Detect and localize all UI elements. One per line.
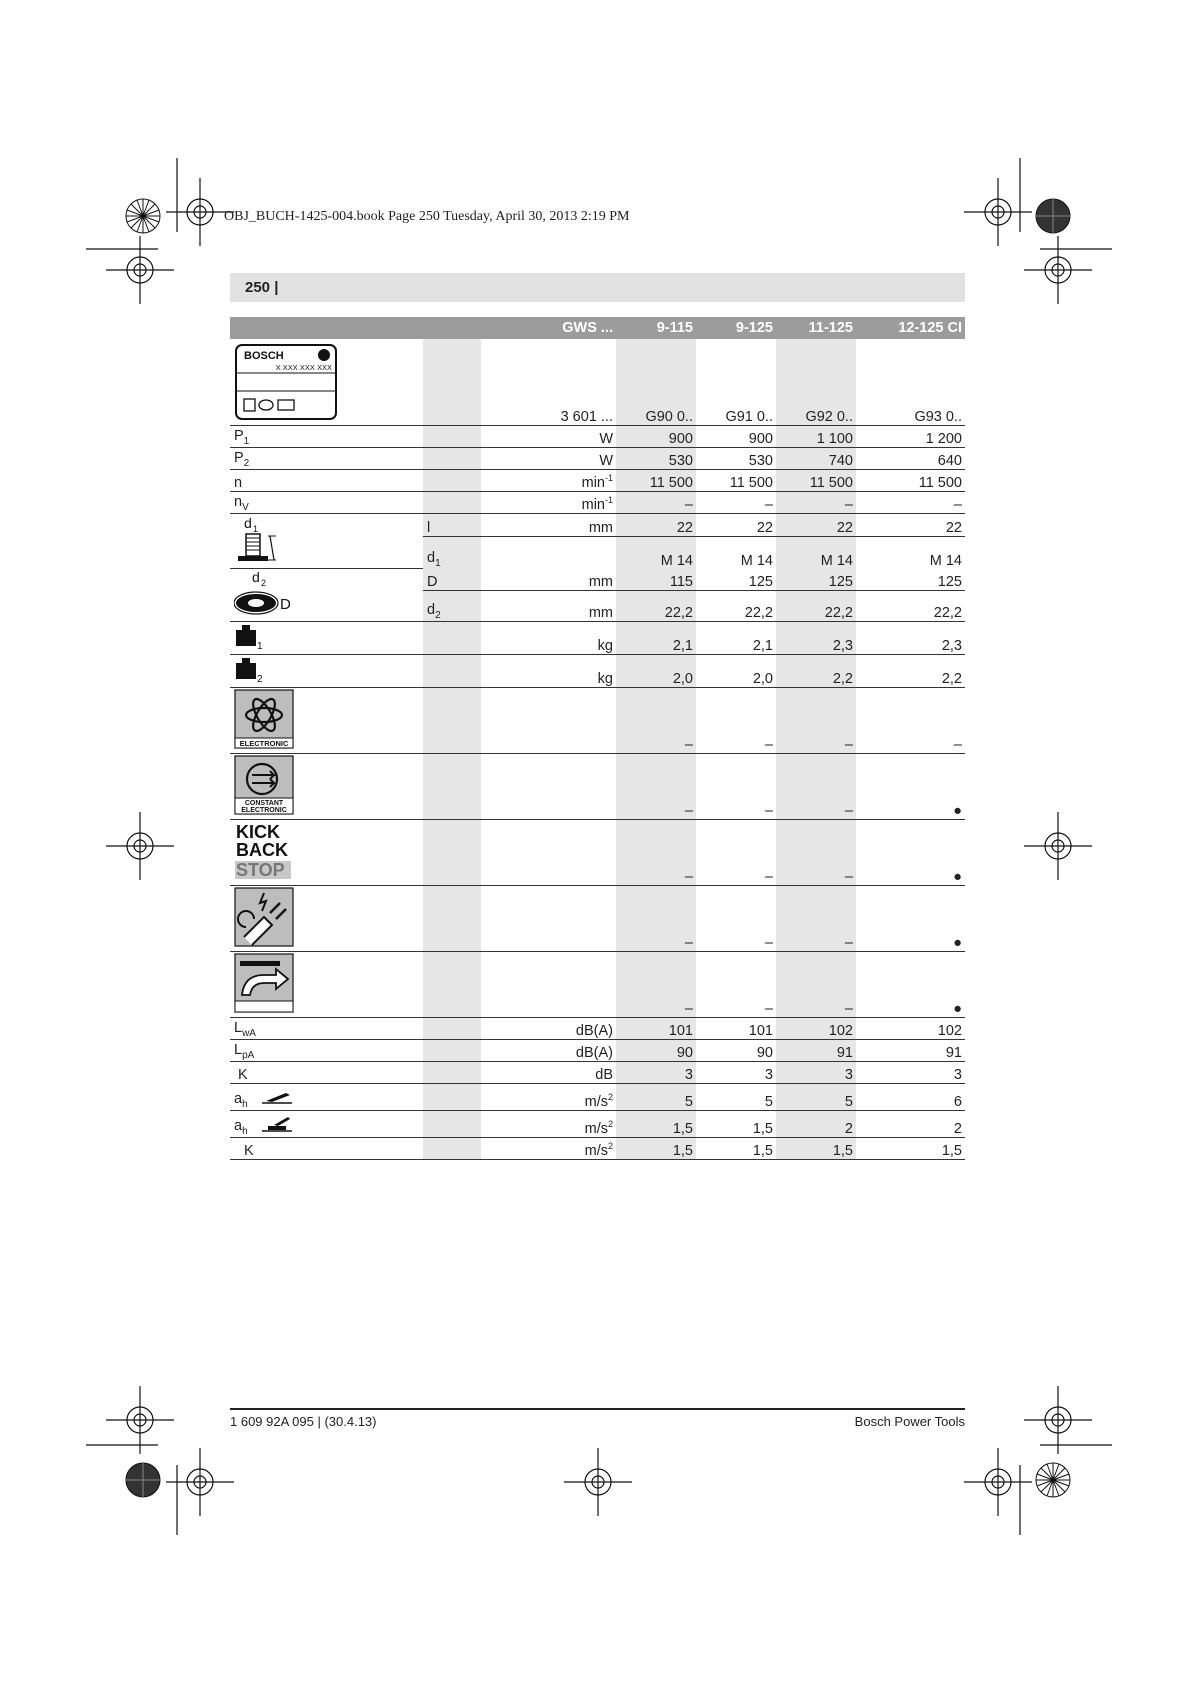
value-cell: 5 <box>696 1084 776 1111</box>
value-cell: 91 <box>856 1040 965 1062</box>
value-cell: 530 <box>616 448 696 470</box>
param-unit: $m/s^2$ <box>481 1084 616 1111</box>
disc-diameter-row <box>230 569 965 591</box>
value-cell: M 14 <box>740 552 773 569</box>
electronic-icon <box>234 689 294 749</box>
output-power-row <box>230 448 965 470</box>
weight-icon <box>234 622 274 650</box>
svg-text:STOP: STOP <box>236 859 285 880</box>
value-cell: 1,5 <box>616 1111 696 1138</box>
value-cell: – <box>616 952 696 1018</box>
value-cell: 125 <box>696 569 776 591</box>
sound-power-row <box>230 1018 965 1040</box>
article-prefix: 3 601 ... <box>481 339 616 426</box>
value-cell: 22 <box>616 514 696 537</box>
value-cell: ● <box>856 952 965 1018</box>
svg-text:d: d <box>252 569 260 585</box>
value-cell: – <box>616 820 696 886</box>
publisher: Bosch Power Tools <box>854 1414 965 1429</box>
surface-grinding-icon <box>260 1089 294 1105</box>
article-value: G91 0.. <box>696 339 776 426</box>
value-cell: 11 500 <box>616 470 696 492</box>
value-cell: – <box>616 688 696 754</box>
weight-2-row <box>230 655 965 688</box>
value-cell: M 14 <box>929 552 962 569</box>
value-cell: 11 500 <box>696 470 776 492</box>
value-cell: – <box>696 492 776 514</box>
svg-text:2: 2 <box>261 578 267 588</box>
param-symbol: l <box>423 514 481 537</box>
header-9-125: 9-125 <box>696 317 776 339</box>
param-unit: $m/s^2$ <box>481 1111 616 1138</box>
value-cell: – <box>696 952 776 1018</box>
article-value: G92 0.. <box>776 339 856 426</box>
value-cell: – <box>776 952 856 1018</box>
article-value: G90 0.. <box>616 339 696 426</box>
article-value: G93 0.. <box>856 339 965 426</box>
value-cell: 3 <box>856 1062 965 1084</box>
value-cell: 11 500 <box>776 470 856 492</box>
header-9-115: 9-115 <box>616 317 696 339</box>
param-symbol: $d_1$ <box>423 537 481 569</box>
svg-text:D: D <box>280 596 291 613</box>
document-number: 1 609 92A 095 | (30.4.13) <box>230 1414 377 1429</box>
value-cell: ● <box>856 886 965 952</box>
param-symbol: $P_1$ <box>230 426 423 448</box>
value-cell: 90 <box>696 1040 776 1062</box>
feature-constant-electronic-row <box>230 754 965 820</box>
value-cell: 22,2 <box>696 590 776 621</box>
restart-protection-icon <box>234 887 294 947</box>
param-unit: $\min^{-1}$ <box>481 492 616 514</box>
param-symbol: K <box>230 1062 423 1084</box>
page-number: 250 | <box>245 279 279 296</box>
speed-range-row <box>230 492 965 514</box>
value-cell: – <box>776 492 856 514</box>
value-cell: 3 <box>776 1062 856 1084</box>
value-cell: 102 <box>856 1018 965 1040</box>
param-unit: mm <box>481 569 616 591</box>
param-symbol: $a_h$ <box>230 1111 423 1138</box>
value-cell: – <box>696 688 776 754</box>
value-cell: 5 <box>776 1084 856 1111</box>
value-cell: – <box>856 492 965 514</box>
param-symbol: $n_V$ <box>230 492 423 514</box>
value-cell: 22 <box>776 514 856 537</box>
param-symbol: $a_h$ <box>230 1084 423 1111</box>
value-cell: 102 <box>776 1018 856 1040</box>
value-cell: 101 <box>616 1018 696 1040</box>
param-unit: mm <box>481 590 616 621</box>
header-12-125-ci: 12-125 CI <box>856 317 965 339</box>
value-cell: 2 <box>776 1111 856 1138</box>
svg-text:1: 1 <box>253 524 259 534</box>
grinding-disc-icon <box>234 569 306 617</box>
value-cell: M 14 <box>776 537 856 569</box>
header-11-125: 11-125 <box>776 317 856 339</box>
svg-text:1: 1 <box>257 641 263 650</box>
sanding-disc-icon <box>260 1115 294 1133</box>
value-cell: – <box>696 820 776 886</box>
value-cell: 1 100 <box>776 426 856 448</box>
param-unit: $\min^{-1}$ <box>481 470 616 492</box>
value-cell: 2,1 <box>696 622 776 655</box>
value-cell: 1,5 <box>616 1138 696 1160</box>
value-cell: – <box>776 886 856 952</box>
value-cell: 900 <box>616 426 696 448</box>
svg-text:CONSTANT: CONSTANT <box>244 799 284 807</box>
value-cell: 2,0 <box>696 655 776 688</box>
nameplate-brand: BOSCH <box>244 350 284 362</box>
value-cell: – <box>776 688 856 754</box>
param-unit: W <box>481 448 616 470</box>
vibration-uncertainty-row <box>230 1138 965 1160</box>
value-cell: – <box>616 492 696 514</box>
kickback-stop-icon <box>234 821 294 881</box>
value-cell: 22,2 <box>776 590 856 621</box>
spindle-length-row <box>230 514 965 537</box>
param-symbol: D <box>423 569 481 591</box>
param-symbol: K <box>230 1138 423 1160</box>
value-cell: 115 <box>616 569 696 591</box>
constant-electronic-icon <box>234 755 294 815</box>
value-cell: ● <box>856 754 965 820</box>
param-symbol: $P_2$ <box>230 448 423 470</box>
table-header-row <box>230 317 965 339</box>
rated-input-row <box>230 426 965 448</box>
value-cell: 22 <box>856 514 965 537</box>
value-cell: 740 <box>776 448 856 470</box>
value-cell: – <box>696 754 776 820</box>
footer-rule <box>230 1408 965 1410</box>
weight-icon <box>234 655 274 683</box>
value-cell: 1 200 <box>856 426 965 448</box>
param-symbol: $L_{pA}$ <box>230 1040 423 1062</box>
value-cell: 2 <box>856 1111 965 1138</box>
value-cell: 640 <box>856 448 965 470</box>
value-cell: 101 <box>696 1018 776 1040</box>
vibration-grinding-row <box>230 1084 965 1111</box>
sound-uncertainty-row <box>230 1062 965 1084</box>
value-cell: 1,5 <box>856 1138 965 1160</box>
nameplate-icon <box>234 343 338 421</box>
svg-text:d: d <box>244 515 252 531</box>
value-cell: 2,2 <box>856 655 965 688</box>
vibration-sanding-row <box>230 1111 965 1138</box>
nameplate-row <box>230 339 965 426</box>
svg-text:ELECTRONIC: ELECTRONIC <box>241 806 287 814</box>
value-cell: 91 <box>776 1040 856 1062</box>
param-unit: dB(A) <box>481 1040 616 1062</box>
value-cell: 22,2 <box>856 590 965 621</box>
value-cell: 11 500 <box>856 470 965 492</box>
value-cell: 900 <box>696 426 776 448</box>
page-header-band <box>230 273 965 302</box>
value-cell: 3 <box>696 1062 776 1084</box>
value-cell: M 14 <box>616 537 696 569</box>
param-unit: dB <box>481 1062 616 1084</box>
param-unit: kg <box>481 622 616 655</box>
value-cell: – <box>696 886 776 952</box>
value-cell: 2,1 <box>616 622 696 655</box>
value-cell: – <box>616 886 696 952</box>
param-symbol: $L_{wA}$ <box>230 1018 423 1040</box>
value-cell: 22 <box>696 514 776 537</box>
svg-text:ELECTRONIC: ELECTRONIC <box>239 738 289 748</box>
value-cell: 2,2 <box>776 655 856 688</box>
weight-1-row <box>230 622 965 655</box>
value-cell: 22,2 <box>616 590 696 621</box>
feature-electronic-row <box>230 688 965 754</box>
value-cell: 90 <box>616 1040 696 1062</box>
header-model-prefix: GWS ... <box>481 317 616 339</box>
value-cell: – <box>856 688 965 754</box>
value-cell: 125 <box>856 569 965 591</box>
svg-text:KICK: KICK <box>236 821 280 842</box>
param-symbol: $d_2$ <box>423 590 481 621</box>
value-cell: 2,3 <box>856 622 965 655</box>
value-cell: 6 <box>856 1084 965 1111</box>
soft-start-icon <box>234 953 294 1013</box>
svg-text:BACK: BACK <box>236 839 288 860</box>
value-cell: 1,5 <box>696 1111 776 1138</box>
param-unit: dB(A) <box>481 1018 616 1040</box>
value-cell: 530 <box>696 448 776 470</box>
svg-text:2: 2 <box>257 674 263 683</box>
value-cell: – <box>776 820 856 886</box>
value-cell: 5 <box>616 1084 696 1111</box>
value-cell: – <box>776 754 856 820</box>
spindle-icon <box>234 514 294 564</box>
value-cell: 125 <box>776 569 856 591</box>
feature-soft-start-row <box>230 952 965 1018</box>
param-unit: mm <box>481 514 616 537</box>
param-unit: kg <box>481 655 616 688</box>
feature-restart-protection-row <box>230 886 965 952</box>
value-cell: 2,0 <box>616 655 696 688</box>
feature-kickback-stop-row <box>230 820 965 886</box>
param-symbol: n <box>230 470 423 492</box>
nameplate-serial: X XXX XXX XXX <box>275 363 332 372</box>
print-header: OBJ_BUCH-1425-004.book Page 250 Tuesday, April 30, 2013 2:19 PM <box>224 209 630 224</box>
value-cell: – <box>616 754 696 820</box>
value-cell: 1,5 <box>776 1138 856 1160</box>
value-cell: 3 <box>616 1062 696 1084</box>
speed-row <box>230 470 965 492</box>
technical-data-table <box>230 317 965 1160</box>
param-unit: W <box>481 426 616 448</box>
value-cell: 2,3 <box>776 622 856 655</box>
sound-pressure-row <box>230 1040 965 1062</box>
param-unit: $m/s^2$ <box>481 1138 616 1160</box>
value-cell: ● <box>856 820 965 886</box>
value-cell: 1,5 <box>696 1138 776 1160</box>
